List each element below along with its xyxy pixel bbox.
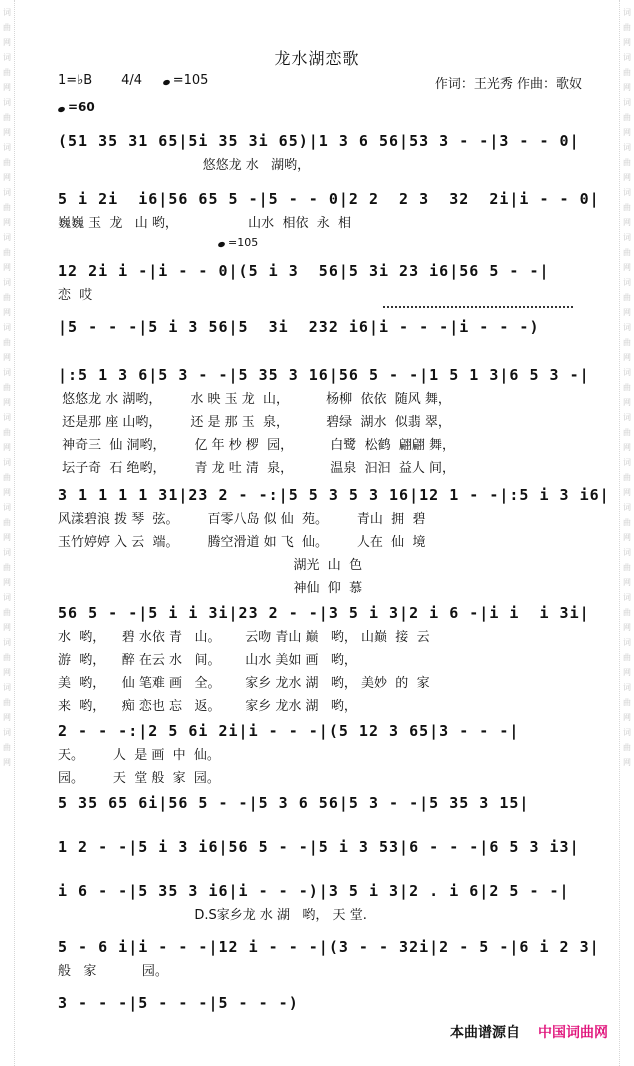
watermark-glyph: 词 <box>623 413 631 422</box>
watermark-glyph: 网 <box>3 398 11 407</box>
watermark-glyph: 词 <box>623 143 631 152</box>
score-row <box>58 604 590 714</box>
notation-line: (51 35 31 65|5i 35 3i 65)|1 3 6 56|53 3 - -|3 - - 0| <box>58 132 580 150</box>
watermark-glyph: 曲 <box>3 563 11 572</box>
watermark-glyph: 曲 <box>3 338 11 347</box>
lyric-line: 般 家 园。 <box>58 964 168 979</box>
notation-line: i 6 - -|5 35 3 i6|i - - -)|3 5 i 3|2 . i 6|2 5 - -| <box>58 882 570 900</box>
lyric-line: 巍巍 玉 龙 山 哟， 山水 相依 永 相 <box>58 216 351 231</box>
watermark-glyph: 词 <box>3 8 11 17</box>
lyric-line: 风漾碧浪 拨 琴 弦。 百零八岛 似 仙 苑。 青山 拥 碧 <box>58 512 426 527</box>
watermark-glyph: 网 <box>623 353 631 362</box>
watermark-glyph: 词 <box>3 368 11 377</box>
watermark-glyph: 曲 <box>623 698 631 707</box>
key-meter-tempo <box>58 73 208 88</box>
watermark-glyph: 网 <box>623 488 631 497</box>
score-row <box>58 190 600 231</box>
watermark-glyph: 网 <box>3 128 11 137</box>
watermark-glyph: 曲 <box>3 428 11 437</box>
watermark-glyph: 词 <box>623 368 631 377</box>
watermark-glyph: 网 <box>3 263 11 272</box>
score-row <box>58 132 586 173</box>
watermark-glyph: 曲 <box>623 743 631 752</box>
watermark-glyph: 词 <box>3 728 11 737</box>
watermark-glyph: 网 <box>3 353 11 362</box>
watermark-glyph: 网 <box>623 263 631 272</box>
watermark-glyph: 网 <box>3 758 11 767</box>
watermark-glyph: 词 <box>3 548 11 557</box>
watermark-glyph: 网 <box>3 83 11 92</box>
watermark-glyph: 曲 <box>3 653 11 662</box>
watermark-glyph: 词 <box>3 683 11 692</box>
watermark-glyph: 网 <box>623 398 631 407</box>
watermark-glyph: 词 <box>3 188 11 197</box>
watermark-glyph: 曲 <box>3 248 11 257</box>
watermark-glyph: 词 <box>623 98 631 107</box>
watermark-glyph: 曲 <box>623 68 631 77</box>
lyric-line: 天。 人 是 画 中 仙。 <box>58 748 220 763</box>
score-row <box>58 882 586 923</box>
credits: 作词：王光秀 作曲：歌奴 <box>434 77 582 92</box>
watermark-glyph: 词 <box>3 278 11 287</box>
watermark-glyph: 网 <box>3 668 11 677</box>
watermark-glyph: 曲 <box>623 158 631 167</box>
watermark-glyph: 网 <box>623 218 631 227</box>
lyric-line: 坛子奇 石 绝哟， 青 龙 吐 清 泉， 温泉 汩汩 益人 间， <box>58 461 455 476</box>
source-label: 本曲谱源自 <box>450 1025 520 1041</box>
watermark-glyph: 词 <box>623 188 631 197</box>
watermark-glyph: 曲 <box>3 158 11 167</box>
tempo-change: =105 <box>218 236 258 249</box>
tempo-marking: =105 <box>172 73 209 88</box>
watermark-glyph: 网 <box>3 38 11 47</box>
watermark-glyph: 词 <box>3 458 11 467</box>
watermark-glyph: 词 <box>3 323 11 332</box>
watermark-glyph: 曲 <box>623 23 631 32</box>
watermark-glyph: 曲 <box>623 653 631 662</box>
watermark-glyph: 曲 <box>3 113 11 122</box>
quarter-note-icon <box>162 79 170 86</box>
watermark-glyph: 曲 <box>3 518 11 527</box>
watermark-glyph: 曲 <box>3 383 11 392</box>
watermark-glyph: 曲 <box>623 563 631 572</box>
watermark-glyph: 网 <box>3 713 11 722</box>
notation-line: 3 1 1 1 1 31|23 2 - -:|5 5 3 5 3 16|12 1 - -|:5 i 3 i6| <box>58 486 610 504</box>
quarter-note-icon <box>217 241 225 248</box>
watermark-glyph: 词 <box>623 638 631 647</box>
watermark-glyph: 网 <box>623 668 631 677</box>
watermark-glyph: 网 <box>3 218 11 227</box>
watermark-glyph: 词 <box>3 593 11 602</box>
watermark-glyph: 曲 <box>623 203 631 212</box>
score-row <box>58 262 586 303</box>
notation-line: |5 - - -|5 i 3 56|5 3i 232 i6|i - - -|i - - -) <box>58 318 540 336</box>
watermark-glyph: 网 <box>3 308 11 317</box>
score-row <box>58 838 586 856</box>
lyric-line: 神仙 仰 慕 <box>58 581 363 596</box>
watermark-glyph: 网 <box>623 173 631 182</box>
watermark-glyph: 网 <box>3 623 11 632</box>
watermark-glyph: 曲 <box>3 203 11 212</box>
time-signature: 4/4 <box>121 73 143 88</box>
watermark-glyph: 网 <box>3 173 11 182</box>
score-row <box>58 318 586 336</box>
watermark-glyph: 网 <box>623 713 631 722</box>
watermark-glyph: 词 <box>623 458 631 467</box>
watermark-glyph: 词 <box>623 53 631 62</box>
watermark-glyph: 网 <box>623 533 631 542</box>
watermark-glyph: 网 <box>623 578 631 587</box>
watermark-glyph: 词 <box>3 233 11 242</box>
watermark-glyph: 曲 <box>623 608 631 617</box>
notation-line: 56 5 - -|5 i i 3i|23 2 - -|3 5 i 3|2 i 6 -|i i i 3i| <box>58 604 590 622</box>
watermark-glyph: 网 <box>3 533 11 542</box>
watermark-glyph: 曲 <box>3 293 11 302</box>
watermark-glyph: 曲 <box>623 293 631 302</box>
lyric-line: 湖光 山 色 <box>58 558 363 573</box>
watermark-glyph: 网 <box>3 578 11 587</box>
watermark-glyph: 词 <box>3 143 11 152</box>
watermark-glyph: 曲 <box>623 383 631 392</box>
watermark-glyph: 曲 <box>623 473 631 482</box>
watermark-glyph: 词 <box>3 98 11 107</box>
lyric-line: 恋 哎 <box>58 288 93 303</box>
lyric-line: D.S家乡龙 水 湖 哟， 天 堂. <box>58 908 367 923</box>
watermark-strip-right <box>619 0 634 1066</box>
watermark-glyph: 网 <box>623 128 631 137</box>
watermark-glyph: 词 <box>623 323 631 332</box>
source-credit <box>450 1022 608 1042</box>
lyric-line: 悠悠龙 水 湖哟， 水 映 玉 龙 山， 杨柳 依依 随风 舞， <box>58 392 451 407</box>
watermark-glyph: 词 <box>623 728 631 737</box>
watermark-glyph: 曲 <box>3 68 11 77</box>
notation-line: 5 i 2i i6|56 65 5 -|5 - - 0|2 2 2 3 32 2i|i - - 0| <box>58 190 600 208</box>
intro-tempo: =60 <box>58 100 95 114</box>
watermark-glyph: 词 <box>3 413 11 422</box>
notation-line: 12 2i i -|i - - 0|(5 i 3 56|5 3i 23 i6|56 5 - -| <box>58 262 550 280</box>
notation-line: 3 - - -|5 - - -|5 - - -) <box>58 994 299 1012</box>
watermark-glyph: 网 <box>3 443 11 452</box>
watermark-glyph: 网 <box>3 488 11 497</box>
watermark-glyph: 曲 <box>623 248 631 257</box>
watermark-glyph: 曲 <box>623 338 631 347</box>
watermark-glyph: 网 <box>623 758 631 767</box>
score-row <box>58 994 586 1012</box>
watermark-glyph: 网 <box>623 308 631 317</box>
watermark-glyph: 曲 <box>3 23 11 32</box>
score-row <box>58 938 600 979</box>
watermark-glyph: 词 <box>3 638 11 647</box>
lyric-line: 悠悠龙 水 湖哟， <box>58 158 311 173</box>
lyric-line: 来 哟， 痴 恋也 忘 返。 家乡 龙水 湖 哟， <box>58 699 357 714</box>
watermark-glyph: 网 <box>623 83 631 92</box>
lyric-line: 游 哟， 醉 在云 水 间。 山水 美如 画 哟， <box>58 653 357 668</box>
score-row <box>58 486 610 596</box>
watermark-glyph: 词 <box>623 233 631 242</box>
lyric-line: 还是那 座 山哟， 还 是 那 玉 泉， 碧绿 湖水 似翡 翠， <box>58 415 451 430</box>
watermark-glyph: 词 <box>623 8 631 17</box>
score-row <box>58 722 586 786</box>
watermark-glyph: 曲 <box>3 743 11 752</box>
watermark-glyph: 词 <box>623 683 631 692</box>
notation-line: 2 - - -:|2 5 6i 2i|i - - -|(5 12 3 65|3 - - -| <box>58 722 520 740</box>
watermark-glyph: 曲 <box>623 113 631 122</box>
quarter-note-icon <box>57 106 65 113</box>
watermark-glyph: 词 <box>3 53 11 62</box>
song-title: 龙水湖恋歌 <box>274 49 360 68</box>
trill-line <box>383 306 573 312</box>
watermark-glyph: 词 <box>623 278 631 287</box>
notation-line: |:5 1 3 6|5 3 - -|5 35 3 16|56 5 - -|1 5 1 3|6 5 3 -| <box>58 366 590 384</box>
watermark-glyph: 曲 <box>3 473 11 482</box>
lyric-line: 水 哟， 碧 水依 青 山。 云吻 青山 巅 哟， 山巅 接 云 <box>58 630 430 645</box>
lyric-line: 玉竹婷婷 入 云 端。 腾空滑道 如 飞 仙。 人在 仙 境 <box>58 535 426 550</box>
watermark-glyph: 网 <box>623 443 631 452</box>
lyric-line: 园。 天 堂 般 家 园。 <box>58 771 220 786</box>
watermark-glyph: 曲 <box>623 428 631 437</box>
site-brand: 中国词曲网 <box>538 1025 608 1041</box>
watermark-glyph: 网 <box>623 623 631 632</box>
watermark-glyph: 词 <box>623 503 631 512</box>
watermark-glyph: 词 <box>623 548 631 557</box>
lyric-line: 美 哟， 仙 笔难 画 全。 家乡 龙水 湖 哟， 美妙 的 家 <box>58 676 430 691</box>
score-row <box>58 366 590 476</box>
key-signature: 1=♭B <box>58 73 93 88</box>
notation-line: 5 - 6 i|i - - -|12 i - - -|(3 - - 32i|2 - 5 -|6 i 2 3| <box>58 938 600 956</box>
notation-line: 5 35 65 6i|56 5 - -|5 3 6 56|5 3 - -|5 35 3 15| <box>58 794 530 812</box>
watermark-strip-left <box>0 0 15 1066</box>
watermark-glyph: 曲 <box>623 518 631 527</box>
score-row <box>58 794 586 812</box>
watermark-glyph: 词 <box>3 503 11 512</box>
watermark-glyph: 曲 <box>3 698 11 707</box>
watermark-glyph: 网 <box>623 38 631 47</box>
lyric-line: 神奇三 仙 洞哟， 亿 年 杪 椤 园， 白鹭 松鹤 翩翩 舞， <box>58 438 455 453</box>
watermark-glyph: 词 <box>623 593 631 602</box>
notation-line: 1 2 - -|5 i 3 i6|56 5 - -|5 i 3 53|6 - - -|6 5 3 i3| <box>58 838 580 856</box>
watermark-glyph: 曲 <box>3 608 11 617</box>
